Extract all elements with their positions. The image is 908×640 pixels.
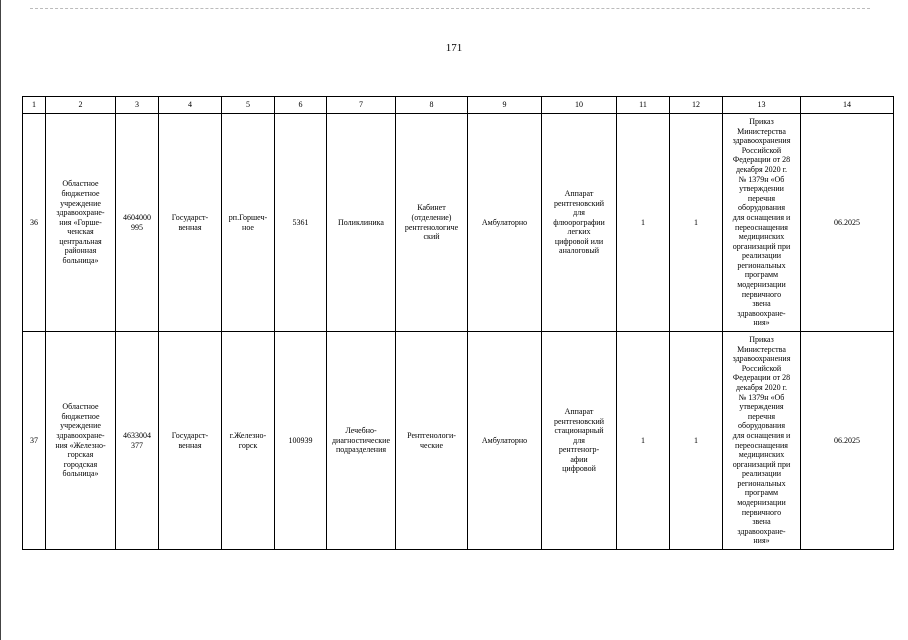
row-number-cell: 36 (23, 114, 46, 332)
code-cell: 4633004 377 (116, 332, 159, 550)
unit-cell: Лечебно- диагностические подразделения (327, 332, 396, 550)
locality-cell: г.Железно- горск (222, 332, 275, 550)
column-header: 1 (23, 97, 46, 114)
code-cell: 4604000 995 (116, 114, 159, 332)
column-header: 5 (222, 97, 275, 114)
column-header: 13 (723, 97, 801, 114)
deadline-date-cell: 06.2025 (801, 114, 894, 332)
room-cell: Рентгенологи- ческие (396, 332, 468, 550)
unit-cell: Поликлиника (327, 114, 396, 332)
column-header: 7 (327, 97, 396, 114)
column-header: 2 (46, 97, 116, 114)
equipment-cell: Аппарат рентгеновский стационарный для рентгеногр- афии цифровой (542, 332, 617, 550)
quantity-b-cell: 1 (670, 332, 723, 550)
scan-top-dashed-line (30, 8, 870, 9)
deadline-date-cell: 06.2025 (801, 332, 894, 550)
column-header: 8 (396, 97, 468, 114)
column-header: 11 (617, 97, 670, 114)
care-mode-cell: Амбулаторно (468, 114, 542, 332)
room-cell: Кабинет (отделение) рентгенологиче ский (396, 114, 468, 332)
column-header: 4 (159, 97, 222, 114)
number-id-cell: 5361 (275, 114, 327, 332)
column-header: 6 (275, 97, 327, 114)
table-row (23, 332, 894, 550)
quantity-a-cell: 1 (617, 332, 670, 550)
quantity-b-cell: 1 (670, 114, 723, 332)
row-number-cell: 37 (23, 332, 46, 550)
number-id-cell: 100939 (275, 332, 327, 550)
organization-cell: Областное бюджетное учреждение здравоохране- ния «Железно- горская городская больница» (46, 332, 116, 550)
regulation-document-cell: Приказ Министерства здравоохранения Российской Федерации от 28 декабря 2020 г. № 1379н «Об утверждении перечня оборудования для оснащения и переоснащения медицинских организаций при реализации региональных программ модернизации первичного звена здравоохране- ния» (723, 114, 801, 332)
ownership-cell: Государст- венная (159, 114, 222, 332)
ownership-cell: Государст- венная (159, 332, 222, 550)
column-header: 12 (670, 97, 723, 114)
column-header: 3 (116, 97, 159, 114)
column-header: 10 (542, 97, 617, 114)
regulation-document-cell: Приказ Министерства здравоохранения Российской Федерации от 28 декабря 2020 г. № 1379н «Об утверждения перечня оборудования для оснащения и переоснащения медицинских организаций при реализации региональных программ модернизации первичного звена здравоохране- ния» (723, 332, 801, 550)
care-mode-cell: Амбулаторно (468, 332, 542, 550)
column-header: 14 (801, 97, 894, 114)
column-header: 9 (468, 97, 542, 114)
table-row (23, 114, 894, 332)
equipment-registry-table (22, 96, 894, 550)
equipment-cell: Аппарат рентгеновский для флюорографии легких цифровой или аналоговый (542, 114, 617, 332)
organization-cell: Областное бюджетное учреждение здравоохране- ния «Горше- ченская центральная районная больница» (46, 114, 116, 332)
column-number-row (23, 97, 894, 114)
page-edge-line (0, 0, 1, 640)
page-number: 171 (445, 42, 463, 54)
quantity-a-cell: 1 (617, 114, 670, 332)
locality-cell: рп.Горшеч- ное (222, 114, 275, 332)
